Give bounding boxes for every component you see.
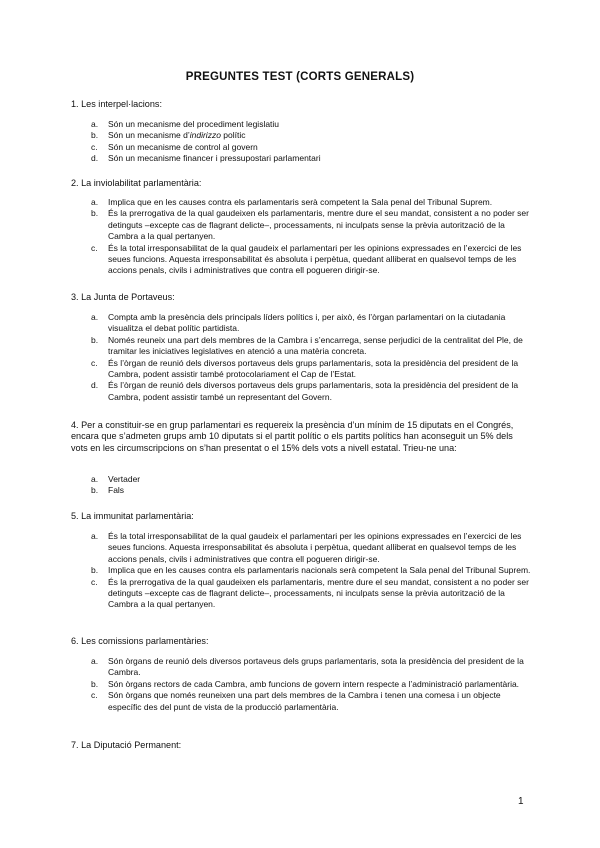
option: c. Són òrgans que només reuneixen una part dels membres de la Cambra i tenen una comesa i un objecte específic des del punt de vista de la producció parlamentària. (91, 690, 501, 712)
option: d. Són un mecanisme financer i pressupostari parlamentari (91, 153, 321, 164)
page-number: 1 (518, 796, 524, 807)
question-1: 1. Les interpel·lacions: (71, 99, 162, 109)
question-7: 7. La Diputació Permanent: (71, 740, 182, 750)
option: a. Vertader (91, 474, 141, 484)
option: b. Només reuneix una part dels membres de la Cambra i s’encarrega, sense perjudici de la centralitat del Ple, de tramitar les iniciatives legislatives en atenció a una matèria concreta. (91, 334, 523, 357)
option: c. Són un mecanisme de control al govern (91, 141, 258, 152)
question-6-options (91, 656, 531, 713)
option: a. Compta amb la presència dels principals líders polítics i, per això, és l’òrgan parlamentari on la ciutadania visualitza el debat polític partidista. (91, 312, 506, 334)
option: b. Implica que en les causes contra els parlamentaris nacionals serà competent la Sala penal del Tribunal Suprem. (91, 565, 531, 576)
option: d. És l’òrgan de reunió dels diversos portaveus dels grups parlamentaris, sota la presidència del president de la Cambra, podent assistir també un representant del Govern. (91, 380, 519, 402)
question-4-options (91, 474, 531, 497)
option: c. És la prerrogativa de la qual gaudeixen els parlamentaris, mentre dure el seu mandat, consistent a no poder ser detinguts –excepte cas de flagrant delicte–, processaments, ni inculpats sense la prèvia autorització de la Cambra a la qual pertanyen. (91, 576, 529, 610)
option: b. Són un mecanisme d’indirizzo polític (91, 130, 246, 141)
option: b. Fals (91, 485, 125, 496)
question-6: 6. Les comissions parlamentàries: (71, 636, 209, 646)
option: a. Són un mecanisme del procediment legislatiu (91, 119, 280, 129)
italic-term: indirizzo (189, 130, 221, 141)
question-3-options (91, 312, 531, 403)
question-5: 5. La immunitat parlamentària: (71, 511, 194, 521)
question-5-options (91, 531, 531, 611)
option: c. És la total irresponsabilitat de la qual gaudeix el parlamentari per les opinions expressades en l’exercici de les seues funcions. Aquesta irresponsabilitat és absoluta i perpètua, quedant alliberat en qualsevol temps de les accions penals, civils i administratives que contra ell pogueren dirigir-se. (91, 242, 522, 276)
option: a. Són òrgans de reunió dels diversos portaveus dels grups parlamentaris, sota la presidència del president de la Cambra. (91, 656, 524, 678)
option: a. Implica que en les causes contra els parlamentaris serà competent la Sala penal del Tribunal Suprem. (91, 197, 493, 207)
page-title: PREGUNTES TEST (CORTS GENERALS) (185, 71, 415, 83)
question-2-options (91, 197, 531, 277)
question-2: 2. La inviolabilitat parlamentària: (71, 178, 202, 188)
question-4: 4. Per a constituir-se en grup parlamentari es requereix la presència d’un mínim de 15 diputats en el Congrés, encara que s’admeten grups amb 10 diputats si el partit polític o els partits polítics han aconseguit un 5% dels vots en les circumscripcions on s’han presentat o el 15% dels vots a nivell estatal. Trieu-ne una: (71, 420, 514, 453)
question-3: 3. La Junta de Portaveus: (71, 292, 175, 302)
option: c. És l’òrgan de reunió dels diversos portaveus dels grups parlamentaris, sota la presidència del president de la Cambra, podent assistir també protocolariament el Cap de l’Estat. (91, 357, 519, 380)
option: b. És la prerrogativa de la qual gaudeixen els parlamentaris, mentre dure el seu mandat, consistent a no poder ser detinguts –excepte cas de flagrant delicte–, processaments, ni inculpats sense la prèvia autorització de la Cambra a la qual pertanyen. (91, 208, 529, 242)
option: b. Són òrgans rectors de cada Cambra, amb funcions de govern intern respecte a l’administració parlamentària. (91, 678, 520, 689)
question-1-options (91, 119, 531, 165)
option: a. És la total irresponsabilitat de la qual gaudeix el parlamentari per les opinions expressades en l’exercici de les seues funcions. Aquesta irresponsabilitat és absoluta i perpètua, quedant alliberat en qualsevol temps de les accions penals, civils i administratives que contra ell pogueren dirigir-se. (91, 531, 522, 564)
